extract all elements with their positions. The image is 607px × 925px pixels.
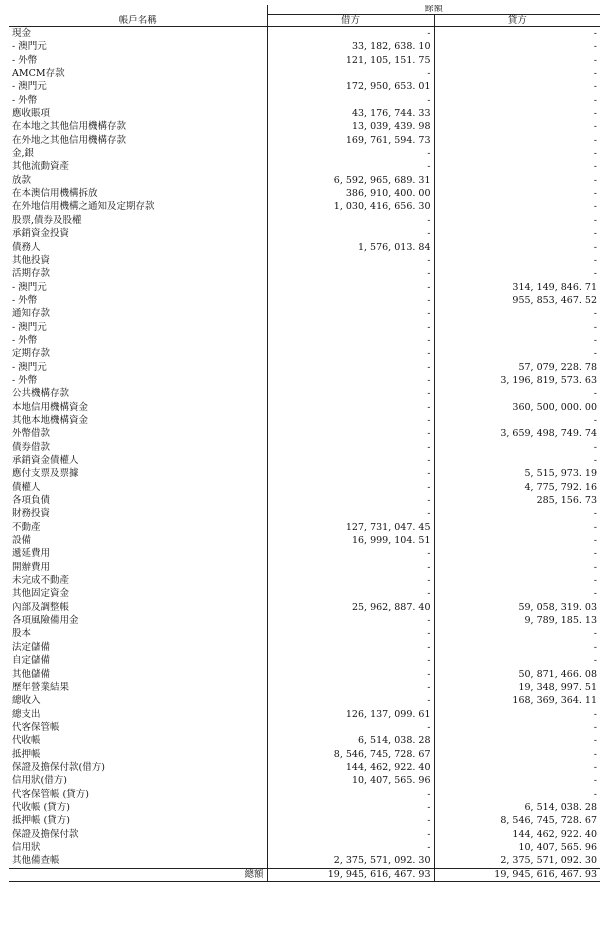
credit-cell: - (434, 748, 600, 761)
credit-cell: 168, 369, 364. 11 (434, 694, 600, 707)
debit-cell: - (267, 574, 434, 587)
credit-cell: - (434, 214, 600, 227)
debit-cell: - (267, 67, 434, 80)
credit-cell: 57, 079, 228. 78 (434, 361, 600, 374)
debit-cell: 2, 375, 571, 092. 30 (267, 854, 434, 868)
debit-cell: - (267, 361, 434, 374)
credit-cell: - (434, 761, 600, 774)
credit-cell: - (434, 788, 600, 801)
credit-cell: - (434, 547, 600, 560)
credit-cell: 19, 348, 997. 51 (434, 681, 600, 694)
credit-cell: - (434, 94, 600, 107)
debit-cell: - (267, 481, 434, 494)
account-name-cell: 歷年營業結果 (12, 681, 70, 693)
account-name-cell: 其他備查帳 (12, 855, 60, 867)
account-name-cell: 開辦費用 (12, 561, 51, 573)
debit-cell: - (267, 467, 434, 480)
account-name-cell: - 外幣 (12, 54, 38, 66)
credit-cell: - (434, 654, 600, 667)
credit-cell: - (434, 174, 600, 187)
credit-cell: - (434, 587, 600, 600)
table-row (9, 774, 600, 787)
table-row (9, 507, 600, 520)
account-name-cell: 承銷資金債權人 (12, 455, 79, 466)
debit-cell: - (267, 427, 434, 440)
debit-cell: - (267, 334, 434, 347)
credit-cell: - (434, 708, 600, 721)
debit-cell: - (267, 454, 434, 467)
table-row (9, 67, 600, 80)
credit-cell: - (434, 561, 600, 574)
debit-cell: - (267, 294, 434, 307)
credit-cell: - (434, 721, 600, 734)
credit-cell: 144, 462, 922. 40 (434, 828, 600, 841)
credit-cell: 59, 058, 319. 03 (434, 601, 600, 614)
credit-cell: - (434, 160, 600, 173)
debit-cell: - (267, 841, 434, 854)
table-row (9, 654, 600, 667)
debit-cell: - (267, 267, 434, 280)
debit-cell: - (267, 561, 434, 574)
debit-cell: 127, 731, 047. 45 (267, 521, 434, 534)
table-row (9, 801, 600, 814)
account-name-cell: 應收賬項 (12, 108, 51, 120)
table-row (9, 534, 600, 547)
account-name-cell: - 澳門元 (12, 321, 47, 333)
account-name-cell: 債權人 (12, 481, 41, 493)
debit-cell: - (267, 507, 434, 520)
debit-cell: - (267, 307, 434, 320)
debit-cell: 1, 576, 013. 84 (267, 241, 434, 254)
table-row (9, 307, 600, 320)
table-row (9, 321, 600, 334)
debit-cell: 121, 105, 151. 75 (267, 54, 434, 67)
table-row (9, 334, 600, 347)
account-name-cell: 其他投資 (12, 254, 51, 266)
account-name-cell: 在本地之其他信用機構存款 (12, 121, 127, 133)
debit-cell: - (267, 347, 434, 360)
credit-cell: 9, 789, 185. 13 (434, 614, 600, 627)
account-name-cell: 應付支票及票據 (12, 468, 79, 480)
credit-cell: - (434, 54, 600, 67)
table-row (9, 668, 600, 681)
total-row (9, 868, 600, 881)
table-row (9, 681, 600, 694)
debit-header: 借方 (267, 15, 434, 27)
credit-cell: - (434, 387, 600, 400)
debit-cell: - (267, 27, 434, 41)
debit-cell: - (267, 254, 434, 267)
credit-cell: 2, 375, 571, 092. 30 (434, 854, 600, 868)
debit-cell: - (267, 627, 434, 640)
name-header-spacer (9, 5, 267, 15)
table-row (9, 200, 600, 213)
table-row (9, 227, 600, 240)
credit-cell: - (434, 347, 600, 360)
table-row (9, 587, 600, 600)
table-row (9, 147, 600, 160)
credit-cell: - (434, 734, 600, 747)
account-name-cell: 現金 (12, 28, 32, 39)
debit-cell: 13, 039, 439. 98 (267, 120, 434, 133)
account-name-cell: - 外幣 (12, 294, 38, 306)
account-name-cell: 信用狀(借方) (12, 775, 67, 787)
debit-cell: - (267, 547, 434, 560)
account-name-cell: 設備 (12, 535, 32, 547)
table-row (9, 174, 600, 187)
credit-cell: - (434, 120, 600, 133)
credit-cell: 3, 196, 819, 573. 63 (434, 374, 600, 387)
debit-cell: 43, 176, 744. 33 (267, 107, 434, 120)
credit-cell: - (434, 134, 600, 147)
debit-cell: 8, 546, 745, 728. 67 (267, 748, 434, 761)
credit-cell: - (434, 80, 600, 93)
account-name-cell: 未完成不動產 (12, 575, 70, 587)
debit-cell: - (267, 214, 434, 227)
account-name-cell: 其他儲備 (12, 668, 51, 680)
debit-cell: 1, 030, 416, 656. 30 (267, 200, 434, 213)
balance-header: 餘額 (267, 5, 600, 15)
credit-cell: - (434, 40, 600, 53)
debit-cell: - (267, 401, 434, 414)
credit-cell: 6, 514, 038. 28 (434, 801, 600, 814)
account-name-cell: 定期存款 (12, 348, 51, 360)
account-name-cell: 抵押帳 (12, 748, 41, 760)
credit-cell: 314, 149, 846. 71 (434, 281, 600, 294)
debit-cell: 16, 999, 104. 51 (267, 534, 434, 547)
table-row (9, 214, 600, 227)
account-name-cell: 債券借款 (12, 441, 51, 453)
debit-cell: 172, 950, 653. 01 (267, 80, 434, 93)
credit-cell: - (434, 454, 600, 467)
table-row (9, 614, 600, 627)
credit-cell: - (434, 774, 600, 787)
table-row (9, 374, 600, 387)
debit-cell: - (267, 160, 434, 173)
table-row (9, 281, 600, 294)
credit-cell: - (434, 147, 600, 160)
credit-cell: - (434, 534, 600, 547)
account-name-cell: 代客保管帳 (12, 721, 60, 733)
debit-cell: - (267, 441, 434, 454)
debit-cell: - (267, 147, 434, 160)
account-name-cell: 本地信用機構資金 (12, 401, 89, 413)
account-name-cell: - 澳門元 (12, 41, 47, 53)
table-row (9, 547, 600, 560)
account-name-cell: 代收帳 (12, 735, 41, 747)
table-row (9, 561, 600, 574)
debit-cell: - (267, 721, 434, 734)
credit-cell: 4, 775, 792. 16 (434, 481, 600, 494)
table-row (9, 427, 600, 440)
account-name-cell: 代客保管帳 (貸方) (12, 788, 89, 800)
credit-cell: - (434, 267, 600, 280)
table-row (9, 761, 600, 774)
table-row (9, 441, 600, 454)
table-row (9, 748, 600, 761)
credit-cell: - (434, 521, 600, 534)
table-row (9, 721, 600, 734)
total-credit: 19, 945, 616, 467. 93 (434, 868, 600, 881)
total-label: 總額 (9, 868, 267, 881)
table-row (9, 120, 600, 133)
credit-cell: - (434, 414, 600, 427)
account-name-cell: - 澳門元 (12, 361, 47, 373)
account-name-cell: 不動產 (12, 521, 41, 533)
debit-cell: 25, 962, 887. 40 (267, 601, 434, 614)
account-name-cell: 總支出 (12, 708, 41, 720)
credit-cell: 360, 500, 000. 00 (434, 401, 600, 414)
account-name-cell: 各項風險備用金 (12, 615, 79, 627)
table-row (9, 841, 600, 854)
credit-cell: - (434, 334, 600, 347)
account-name-cell: 外幣借款 (12, 428, 51, 440)
debit-cell: - (267, 641, 434, 654)
table-row (9, 54, 600, 67)
debit-cell: - (267, 788, 434, 801)
table-row (9, 788, 600, 801)
debit-cell: - (267, 494, 434, 507)
table-row (9, 27, 600, 41)
debit-cell: - (267, 654, 434, 667)
credit-cell: - (434, 241, 600, 254)
account-name-header: 帳戶名稱 (9, 15, 267, 27)
credit-cell: 50, 871, 466. 08 (434, 668, 600, 681)
credit-cell: - (434, 227, 600, 240)
table-row (9, 294, 600, 307)
table-row (9, 40, 600, 53)
table-row (9, 708, 600, 721)
table-row (9, 574, 600, 587)
debit-cell: - (267, 281, 434, 294)
debit-cell: 6, 514, 038. 28 (267, 734, 434, 747)
credit-cell: - (434, 641, 600, 654)
table-row (9, 641, 600, 654)
account-name-cell: 在外地信用機構之通知及定期存款 (12, 201, 155, 213)
account-name-cell: 股票,債券及股權 (12, 214, 82, 226)
table-row (9, 734, 600, 747)
table-row (9, 267, 600, 280)
credit-cell: - (434, 307, 600, 320)
account-name-cell: 內部及調整帳 (12, 601, 70, 613)
table-row (9, 94, 600, 107)
table-row (9, 107, 600, 120)
credit-cell: 5, 515, 973. 19 (434, 467, 600, 480)
credit-cell: - (434, 574, 600, 587)
account-name-cell: 保證及擔保付款 (12, 828, 79, 840)
account-name-cell: - 澳門元 (12, 281, 47, 293)
table-row (9, 694, 600, 707)
account-name-cell: 債務人 (12, 241, 41, 253)
account-name-cell: 在外地之其他信用機構存款 (12, 134, 127, 146)
table-row (9, 627, 600, 640)
account-name-cell: 在本澳信用機構拆放 (12, 188, 98, 200)
account-name-cell: 承銷資金投資 (12, 228, 70, 240)
debit-cell: - (267, 801, 434, 814)
debit-cell: - (267, 668, 434, 681)
debit-cell: 169, 761, 594. 73 (267, 134, 434, 147)
credit-cell: - (434, 67, 600, 80)
account-name-cell: - 外幣 (12, 334, 38, 346)
table-row (9, 187, 600, 200)
account-name-cell: 代收帳 (貸方) (12, 801, 70, 813)
credit-cell: 8, 546, 745, 728. 67 (434, 814, 600, 827)
credit-cell: - (434, 507, 600, 520)
credit-cell: 285, 156. 73 (434, 494, 600, 507)
table-row (9, 254, 600, 267)
account-name-cell: 股本 (12, 628, 32, 640)
table-row (9, 241, 600, 254)
credit-cell: - (434, 254, 600, 267)
table-row (9, 601, 600, 614)
debit-cell: 144, 462, 922. 40 (267, 761, 434, 774)
header-row-columns (9, 15, 600, 27)
debit-cell: - (267, 94, 434, 107)
credit-cell: - (434, 27, 600, 41)
table-row (9, 160, 600, 173)
account-name-cell: 抵押帳 (貸方) (12, 815, 70, 827)
account-name-cell: 各項負債 (12, 495, 51, 507)
debit-cell: - (267, 828, 434, 841)
account-name-cell: 自定儲備 (12, 655, 51, 667)
table-row (9, 401, 600, 414)
table-row (9, 387, 600, 400)
debit-cell: - (267, 321, 434, 334)
account-name-cell: - 外幣 (12, 94, 38, 106)
debit-cell: - (267, 814, 434, 827)
debit-cell: 386, 910, 400. 00 (267, 187, 434, 200)
ledger-rows (9, 27, 600, 869)
credit-cell: - (434, 441, 600, 454)
account-name-cell: 保證及擔保付款(借方) (12, 761, 105, 773)
debit-cell: - (267, 694, 434, 707)
debit-cell: - (267, 387, 434, 400)
debit-cell: 126, 137, 099. 61 (267, 708, 434, 721)
table-row (9, 454, 600, 467)
account-name-cell: 公共機構存款 (12, 388, 70, 400)
account-name-cell: 其他本地機構資金 (12, 414, 89, 426)
credit-cell: 10, 407, 565. 96 (434, 841, 600, 854)
account-name-cell: 其他流動資產 (12, 161, 70, 173)
account-name-cell: 法定儲備 (12, 641, 51, 653)
credit-cell: - (434, 200, 600, 213)
debit-cell: - (267, 374, 434, 387)
table-row (9, 134, 600, 147)
credit-cell: 3, 659, 498, 749. 74 (434, 427, 600, 440)
header-row-top (9, 5, 600, 15)
credit-header: 貸方 (434, 15, 600, 27)
credit-cell: - (434, 627, 600, 640)
account-name-cell: 放款 (12, 174, 32, 186)
account-name-cell: 通知存款 (12, 308, 51, 320)
table-row (9, 80, 600, 93)
credit-cell: - (434, 107, 600, 120)
credit-cell: - (434, 187, 600, 200)
account-name-cell: AMCM存款 (12, 68, 65, 80)
trial-balance-table (9, 5, 600, 882)
table-row (9, 521, 600, 534)
account-name-cell: 信用狀 (12, 841, 41, 853)
account-name-cell: 財務投資 (12, 508, 51, 520)
debit-cell: - (267, 587, 434, 600)
debit-cell: - (267, 614, 434, 627)
table-row (9, 414, 600, 427)
account-name-cell: - 外幣 (12, 374, 38, 386)
account-name-cell: 遞延費用 (12, 548, 51, 560)
credit-cell: 955, 853, 467. 52 (434, 294, 600, 307)
debit-cell: 6, 592, 965, 689. 31 (267, 174, 434, 187)
account-name-cell: 總收入 (12, 695, 41, 707)
table-row (9, 494, 600, 507)
table-row (9, 814, 600, 827)
table-row (9, 347, 600, 360)
table-row (9, 854, 600, 868)
account-name-cell: 其他固定資金 (12, 588, 70, 600)
table-row (9, 361, 600, 374)
debit-cell: - (267, 227, 434, 240)
debit-cell: - (267, 681, 434, 694)
table-row (9, 828, 600, 841)
credit-cell: - (434, 321, 600, 334)
table-row (9, 467, 600, 480)
total-debit: 19, 945, 616, 467. 93 (267, 868, 434, 881)
account-name-cell: - 澳門元 (12, 81, 47, 93)
account-name-cell: 金,銀 (12, 148, 35, 160)
debit-cell: 33, 182, 638. 10 (267, 40, 434, 53)
debit-cell: - (267, 414, 434, 427)
table-row (9, 481, 600, 494)
debit-cell: 10, 407, 565. 96 (267, 774, 434, 787)
account-name-cell: 活期存款 (12, 268, 51, 280)
